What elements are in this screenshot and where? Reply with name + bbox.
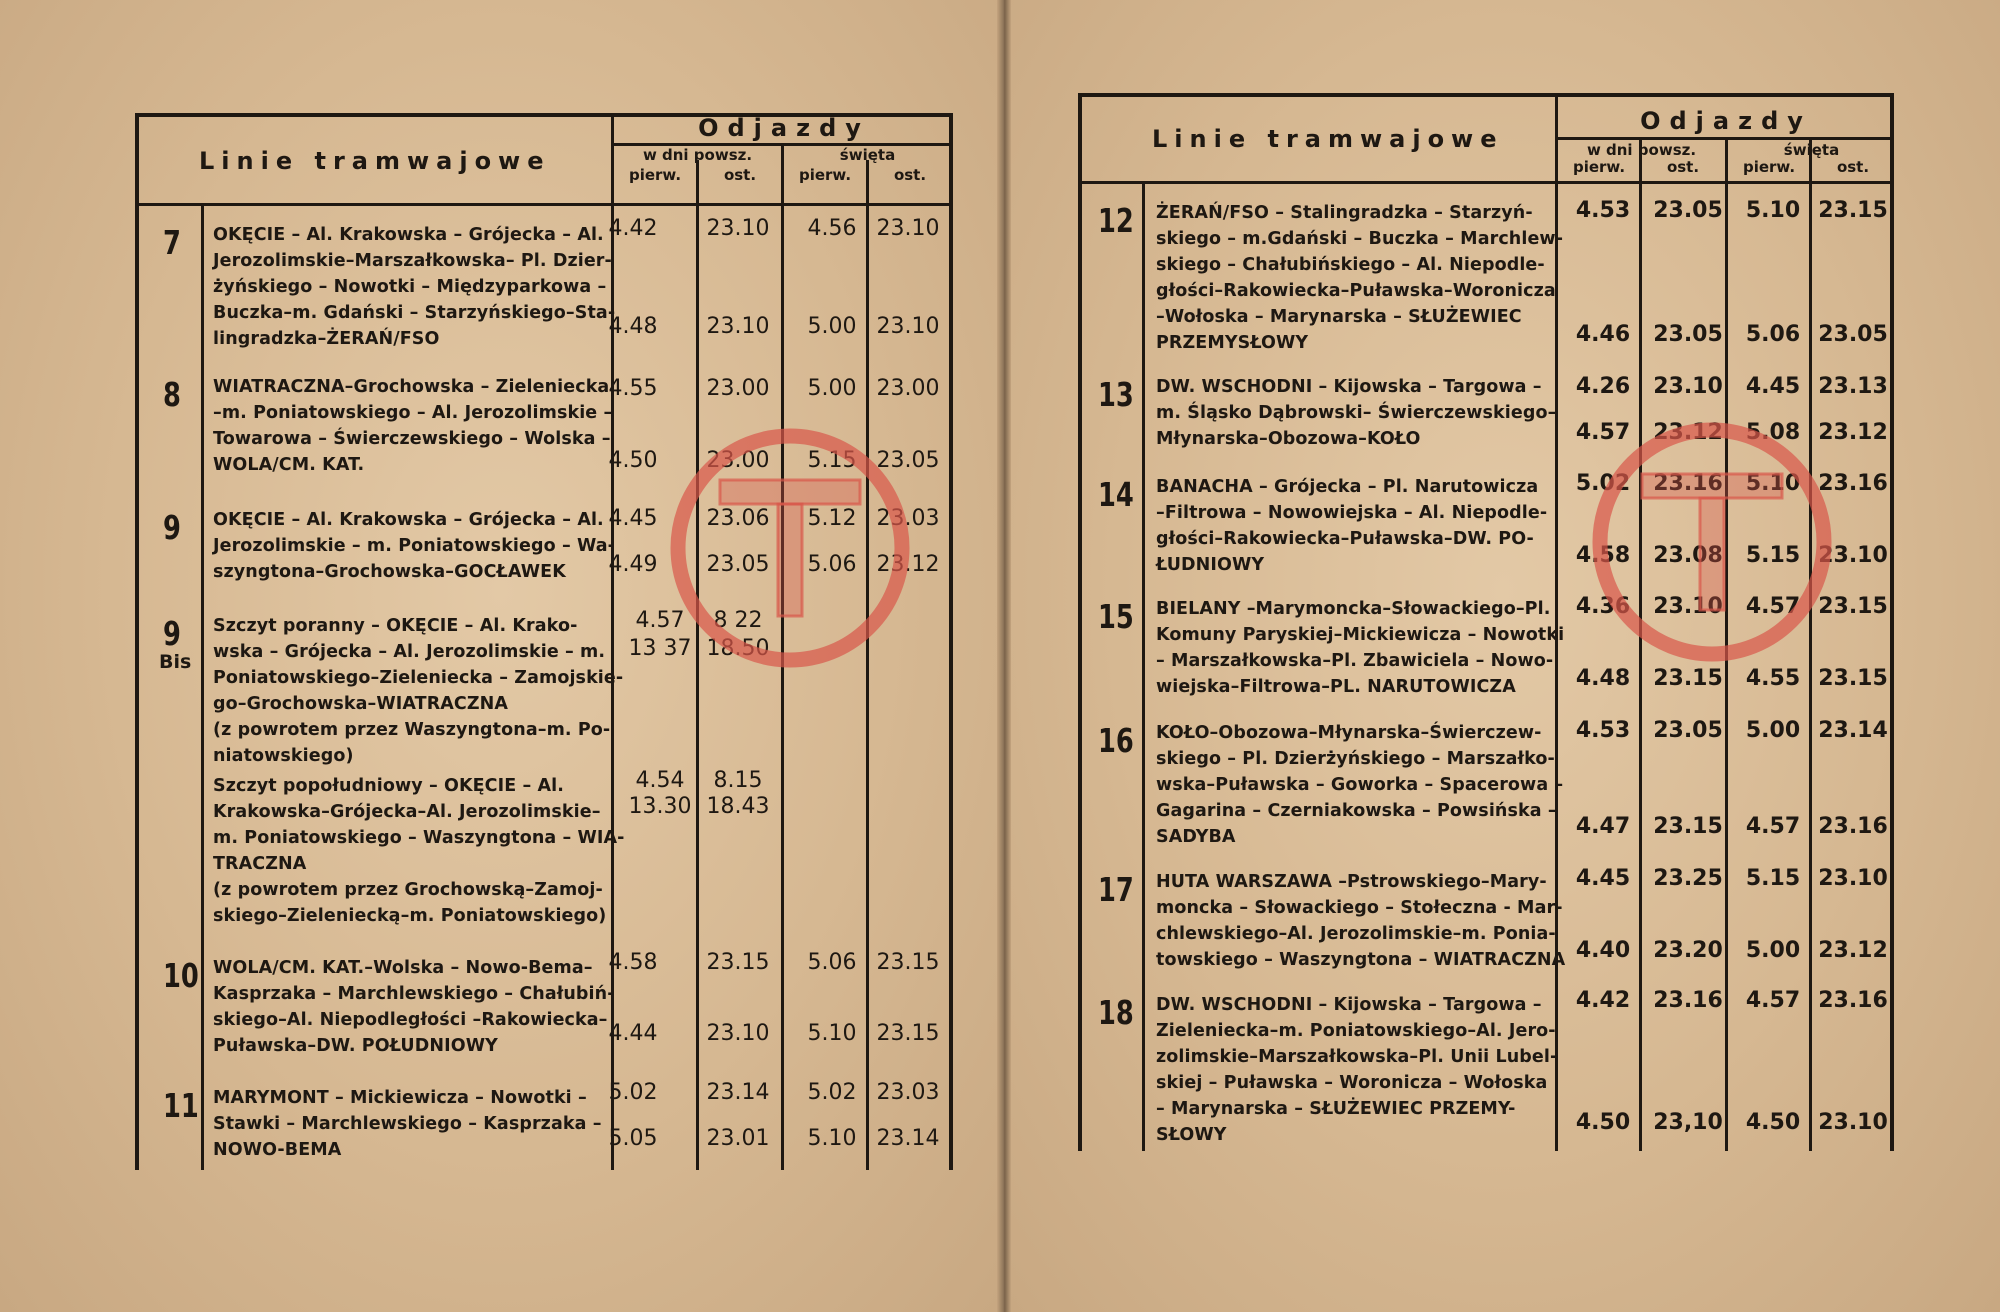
route-line: lingradzka–ŻERAŃ/FSO bbox=[213, 329, 440, 349]
departure-time: 5.06 bbox=[807, 950, 857, 975]
line-number: 18 bbox=[1098, 993, 1134, 1032]
departure-time: 18.43 bbox=[706, 794, 770, 819]
route-line: Jerozolimskie – m. Poniatowskiego – Wa- bbox=[213, 536, 616, 556]
route-line: moncka – Słowackiego – Stołeczna - Mar- bbox=[1156, 898, 1563, 918]
holidays-heading: święta bbox=[1783, 141, 1840, 159]
departure-time: 23.16 bbox=[1818, 471, 1888, 496]
departure-time: 23.06 bbox=[706, 506, 770, 531]
departure-time: 23.15 bbox=[876, 950, 940, 975]
route-line: wska – Grójecka – Al. Jerozolimskie – m. bbox=[213, 642, 606, 662]
departure-time: 4.53 bbox=[1575, 718, 1631, 743]
route-line: (z powrotem przez Grochowską–Zamoj- bbox=[213, 880, 603, 900]
route-line: wska–Puławska – Goworka – Spacerowa – bbox=[1156, 775, 1564, 795]
route-line: Szczyt popołudniowy – OKĘCIE – Al. bbox=[213, 776, 565, 796]
route-line: PRZEMYSŁOWY bbox=[1156, 333, 1309, 353]
workdays-heading: w dni powsz. bbox=[1586, 141, 1697, 159]
route-line: KOŁO–Obozowa–Młynarska–Świerczew- bbox=[1156, 723, 1542, 743]
departure-time: 4.57 bbox=[635, 608, 685, 633]
departure-time: 5.10 bbox=[1745, 471, 1801, 496]
departure-time: 23.05 bbox=[876, 448, 940, 473]
departure-time: 4.42 bbox=[608, 216, 658, 241]
departure-time: 23.15 bbox=[1818, 198, 1888, 223]
departure-time: 23.00 bbox=[706, 448, 770, 473]
route-line: Młynarska–Obozowa–KOŁO bbox=[1156, 429, 1421, 449]
departure-time: 23.16 bbox=[1653, 988, 1723, 1013]
last-heading: ost. bbox=[893, 166, 927, 184]
departure-time: 4.50 bbox=[1745, 1110, 1801, 1135]
departure-time: 23.10 bbox=[876, 314, 940, 339]
route-line: Poniatowskiego–Zieleniecka – Zamojskie- bbox=[213, 668, 624, 688]
route-line: Gagarina – Czerniakowska – Powsińska – bbox=[1156, 801, 1557, 821]
book-spine bbox=[997, 0, 1011, 1312]
first-heading: pierw. bbox=[1572, 158, 1626, 176]
route-line: –Filtrowa – Nowowiejska – Al. Niepodle- bbox=[1156, 503, 1548, 523]
departure-time: 23.14 bbox=[876, 1126, 940, 1151]
route-line: ŁUDNIOWY bbox=[1156, 555, 1265, 575]
header-divider bbox=[139, 203, 949, 206]
departure-time: 23.10 bbox=[1818, 1110, 1888, 1135]
departure-time: 8 22 bbox=[713, 608, 763, 633]
route-line: – Marynarska – SŁUŻEWIEC PRZEMY- bbox=[1156, 1099, 1516, 1119]
departure-time: 4.26 bbox=[1575, 374, 1631, 399]
departure-time: 4.53 bbox=[1575, 198, 1631, 223]
header-divider bbox=[1082, 181, 1890, 184]
departures-heading: Odjazdy bbox=[698, 114, 870, 142]
departure-time: 23.08 bbox=[1653, 543, 1723, 568]
line-number: 17 bbox=[1098, 870, 1134, 909]
departure-time: 4.44 bbox=[608, 1021, 658, 1046]
route-line: chlewskiego–Al. Jerozolimskie–m. Ponia- bbox=[1156, 924, 1556, 944]
departure-time: 23.15 bbox=[706, 950, 770, 975]
departure-time: 23.10 bbox=[1818, 543, 1888, 568]
line-number: 13 bbox=[1098, 375, 1134, 414]
departure-time: 23.05 bbox=[1653, 718, 1723, 743]
route-line: – Marszałkowska–Pl. Zbawiciela – Nowo- bbox=[1156, 651, 1554, 671]
route-line: towskiego – Waszyngtona – WIATRACZNA bbox=[1156, 950, 1566, 970]
departure-time: 5.10 bbox=[807, 1126, 857, 1151]
departure-time: 23.16 bbox=[1818, 988, 1888, 1013]
route-line: skiego – Pl. Dzierżyńskiego – Marszałko- bbox=[1156, 749, 1555, 769]
departure-time: 4.45 bbox=[608, 506, 658, 531]
departure-time: 4.57 bbox=[1575, 420, 1631, 445]
departure-time: 23.15 bbox=[1818, 666, 1888, 691]
route-line: NOWO-BEMA bbox=[213, 1140, 342, 1160]
route-line: DW. WSCHODNI – Kijowska – Targowa – bbox=[1156, 377, 1542, 397]
departure-time: 5.00 bbox=[807, 376, 857, 401]
route-line: głości–Rakowiecka–Puławska–DW. PO- bbox=[1156, 529, 1534, 549]
departure-time: 4.49 bbox=[608, 552, 658, 577]
holidays-heading: święta bbox=[839, 146, 896, 164]
route-line: TRACZNA bbox=[213, 854, 307, 874]
number-divider bbox=[1142, 181, 1145, 1151]
table-title: Linie tramwajowe bbox=[1152, 125, 1504, 153]
first-heading: pierw. bbox=[1742, 158, 1796, 176]
departure-time: 18.50 bbox=[706, 636, 770, 661]
departure-time: 4.45 bbox=[1745, 374, 1801, 399]
departure-time: 13.30 bbox=[628, 794, 692, 819]
departure-time: 4.58 bbox=[1575, 543, 1631, 568]
route-line: szyngtona–Grochowska–GOCŁAWEK bbox=[213, 562, 566, 582]
table-title: Linie tramwajowe bbox=[199, 147, 551, 175]
departures-heading: Odjazdy bbox=[1640, 107, 1812, 135]
departure-time: 23.12 bbox=[1818, 420, 1888, 445]
number-divider bbox=[201, 203, 204, 1170]
route-line: DW. WSCHODNI – Kijowska – Targowa – bbox=[1156, 995, 1542, 1015]
departure-time: 4.55 bbox=[1745, 666, 1801, 691]
line-number-suffix: Bis bbox=[159, 651, 192, 673]
departure-time: 5.02 bbox=[608, 1080, 658, 1105]
departure-time: 23.13 bbox=[1818, 374, 1888, 399]
departure-time: 23.15 bbox=[876, 1021, 940, 1046]
departure-time: 4.54 bbox=[635, 768, 685, 793]
departure-time: 5.15 bbox=[1745, 543, 1801, 568]
route-line: skiej – Puławska – Woronicza – Wołoska bbox=[1156, 1073, 1548, 1093]
departure-time: 5.08 bbox=[1745, 420, 1801, 445]
line-number: 9 bbox=[163, 508, 181, 547]
departure-time: 5.00 bbox=[1745, 718, 1801, 743]
departure-time: 5.06 bbox=[807, 552, 857, 577]
departure-time: 4.58 bbox=[608, 950, 658, 975]
times-divider bbox=[611, 117, 614, 1170]
route-line: głości–Rakowiecka–Puławska–Woronicza bbox=[1156, 281, 1556, 301]
route-line: –m. Poniatowskiego – Al. Jerozolimskie – bbox=[213, 403, 613, 423]
departure-time: 23.00 bbox=[876, 376, 940, 401]
route-line: OKĘCIE – Al. Krakowska – Grójecka – Al. bbox=[213, 510, 604, 530]
departure-time: 5.00 bbox=[807, 314, 857, 339]
route-line: Zieleniecka–m. Poniatowskiego–Al. Jero- bbox=[1156, 1021, 1556, 1041]
route-line: Kasprzaka – Marchlewskiego – Chałubiń- bbox=[213, 984, 615, 1004]
line-number: 14 bbox=[1098, 475, 1134, 514]
departure-time: 23.16 bbox=[1818, 814, 1888, 839]
departure-time: 5.15 bbox=[807, 448, 857, 473]
departure-time: 23.03 bbox=[876, 506, 940, 531]
route-line: WIATRACZNA–Grochowska – Zieleniecka bbox=[213, 377, 610, 397]
route-line: Puławska–DW. POŁUDNIOWY bbox=[213, 1036, 498, 1056]
departure-time: 4.50 bbox=[608, 448, 658, 473]
route-line: Towarowa – Świerczewskiego – Wolska – bbox=[213, 429, 611, 449]
departure-time: 4.45 bbox=[1575, 866, 1631, 891]
col-divider bbox=[866, 160, 869, 1170]
departure-time: 4.56 bbox=[807, 216, 857, 241]
departure-time: 5.02 bbox=[807, 1080, 857, 1105]
route-line: BANACHA – Grójecka – Pl. Narutowicza bbox=[1156, 477, 1539, 497]
departure-time: 5.12 bbox=[807, 506, 857, 531]
route-line: HUTA WARSZAWA –Pstrowskiego–Mary- bbox=[1156, 872, 1547, 892]
departure-time: 4.57 bbox=[1745, 988, 1801, 1013]
odjazdy-divider bbox=[1555, 137, 1890, 140]
first-heading: pierw. bbox=[798, 166, 852, 184]
workdays-heading: w dni powsz. bbox=[642, 146, 753, 164]
departure-time: 23.10 bbox=[1653, 374, 1723, 399]
route-line: żyńskiego – Nowotki – Międzyparkowa – bbox=[213, 277, 607, 297]
departure-time: 23.05 bbox=[1653, 198, 1723, 223]
departure-time: 23.20 bbox=[1653, 938, 1723, 963]
line-number: 12 bbox=[1098, 201, 1134, 240]
departure-time: 4.50 bbox=[1575, 1110, 1631, 1135]
line-number: 15 bbox=[1098, 597, 1134, 636]
departure-time: 23.05 bbox=[706, 552, 770, 577]
departure-time: 23.15 bbox=[1818, 594, 1888, 619]
departure-time: 23.10 bbox=[706, 216, 770, 241]
departure-time: 5.02 bbox=[1575, 471, 1631, 496]
route-line: Stawki – Marchlewskiego – Kasprzaka – bbox=[213, 1114, 602, 1134]
departure-time: 13 37 bbox=[628, 636, 692, 661]
route-line: BIELANY –Marymoncka–Słowackiego–Pl. bbox=[1156, 599, 1551, 619]
departure-time: 23.12 bbox=[876, 552, 940, 577]
route-line: zolimskie–Marszałkowska–Pl. Unii Lubel- bbox=[1156, 1047, 1558, 1067]
departure-time: 23.05 bbox=[1818, 322, 1888, 347]
departure-time: 5.06 bbox=[1745, 322, 1801, 347]
departure-time: 23.10 bbox=[1653, 594, 1723, 619]
departure-time: 23,10 bbox=[1653, 1110, 1723, 1135]
last-heading: ost. bbox=[723, 166, 757, 184]
departure-time: 8.15 bbox=[713, 768, 763, 793]
departure-time: 4.57 bbox=[1745, 814, 1801, 839]
route-line: m. Śląsko Dąbrowski– Świerczewskiego– bbox=[1156, 403, 1557, 423]
line-number: 16 bbox=[1098, 721, 1134, 760]
route-line: OKĘCIE – Al. Krakowska – Grójecka – Al. bbox=[213, 225, 604, 245]
departure-time: 5.10 bbox=[1745, 198, 1801, 223]
departure-time: 5.15 bbox=[1745, 866, 1801, 891]
route-line: m. Poniatowskiego – Waszyngtona – WIA- bbox=[213, 828, 625, 848]
col-divider bbox=[696, 160, 699, 1170]
departure-time: 4.48 bbox=[1575, 666, 1631, 691]
departure-time: 23.01 bbox=[706, 1126, 770, 1151]
line-number: 10 bbox=[163, 956, 199, 995]
route-line: skiego–Zieleniecką–m. Poniatowskiego) bbox=[213, 906, 607, 926]
route-line: WOLA/CM. KAT. bbox=[213, 455, 365, 475]
departure-time: 23.15 bbox=[1653, 814, 1723, 839]
departure-time: 23.15 bbox=[1653, 666, 1723, 691]
first-heading: pierw. bbox=[628, 166, 682, 184]
route-line: skiego–Al. Niepodległości –Rakowiecka– bbox=[213, 1010, 608, 1030]
route-line: WOLA/CM. KAT.–Wolska – Nowo-Bema– bbox=[213, 958, 593, 978]
route-line: Buczka–m. Gdański – Starzyńskiego–Sta- bbox=[213, 303, 616, 323]
line-number: 8 bbox=[163, 375, 181, 414]
departure-time: 4.40 bbox=[1575, 938, 1631, 963]
route-line: ŻERAŃ/FSO – Stalingradzka – Starzyń- bbox=[1156, 203, 1533, 223]
departure-time: 23.25 bbox=[1653, 866, 1723, 891]
departure-time: 23.00 bbox=[706, 376, 770, 401]
departure-time: 23.05 bbox=[1653, 322, 1723, 347]
route-line: Szczyt poranny – OKĘCIE – Al. Krako- bbox=[213, 616, 578, 636]
route-line: Jerozolimskie–Marszałkowska– Pl. Dzier- bbox=[213, 251, 612, 271]
departure-time: 4.42 bbox=[1575, 988, 1631, 1013]
route-line: go–Grochowska–WIATRACZNA bbox=[213, 694, 509, 714]
last-heading: ost. bbox=[1666, 158, 1700, 176]
route-line: SADYBA bbox=[1156, 827, 1236, 847]
departure-time: 4.57 bbox=[1745, 594, 1801, 619]
route-line: Komuny Paryskiej–Mickiewicza – Nowotki bbox=[1156, 625, 1565, 645]
route-line: skiego – m.Gdański – Buczka – Marchlew- bbox=[1156, 229, 1564, 249]
departure-time: 23.10 bbox=[706, 314, 770, 339]
departure-time: 4.47 bbox=[1575, 814, 1631, 839]
route-line: skiego – Chałubińskiego – Al. Niepodle- bbox=[1156, 255, 1545, 275]
line-number: 11 bbox=[163, 1086, 199, 1125]
departure-time: 4.36 bbox=[1575, 594, 1631, 619]
departure-time: 23.12 bbox=[1818, 938, 1888, 963]
departure-time: 23.10 bbox=[876, 216, 940, 241]
departure-time: 23.14 bbox=[1818, 718, 1888, 743]
departure-time: 4.46 bbox=[1575, 322, 1631, 347]
departure-time: 4.55 bbox=[608, 376, 658, 401]
line-number: 7 bbox=[163, 223, 181, 262]
route-line: (z powrotem przez Waszyngtona–m. Po- bbox=[213, 720, 611, 740]
departure-time: 23.10 bbox=[1818, 866, 1888, 891]
route-line: MARYMONT – Mickiewicza – Nowotki – bbox=[213, 1088, 587, 1108]
departure-time: 23.10 bbox=[706, 1021, 770, 1046]
departure-time: 23.12 bbox=[1653, 420, 1723, 445]
last-heading: ost. bbox=[1836, 158, 1870, 176]
route-line: wiejska–Filtrowa–PL. NARUTOWICZA bbox=[1156, 677, 1516, 697]
departure-time: 23.16 bbox=[1653, 471, 1723, 496]
route-line: Krakowska–Grójecka–Al. Jerozolimskie– bbox=[213, 802, 601, 822]
departure-time: 23.03 bbox=[876, 1080, 940, 1105]
departure-time: 4.48 bbox=[608, 314, 658, 339]
line-number: 9 bbox=[163, 614, 181, 653]
departure-time: 5.05 bbox=[608, 1126, 658, 1151]
departure-time: 23.14 bbox=[706, 1080, 770, 1105]
route-line: niatowskiego) bbox=[213, 746, 354, 766]
departure-time: 5.10 bbox=[807, 1021, 857, 1046]
departure-time: 5.00 bbox=[1745, 938, 1801, 963]
route-line: –Wołoska – Marynarska – SŁUŻEWIEC bbox=[1156, 307, 1522, 327]
route-line: SŁOWY bbox=[1156, 1125, 1227, 1145]
